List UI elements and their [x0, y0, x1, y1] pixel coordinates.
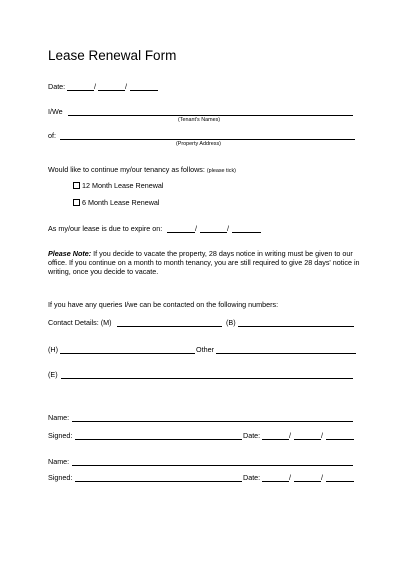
contact-business-field[interactable] — [238, 326, 354, 327]
expire-day-field[interactable] — [167, 232, 195, 233]
date-label: Date: — [48, 82, 66, 91]
contact-home-label: (H) — [48, 345, 58, 354]
signed-date-year-field-2[interactable] — [326, 481, 354, 482]
signed-date-separator: / — [321, 473, 323, 482]
please-note-text: If you decide to vacate the property, 28 days notice in writing must be given to our office. If you continue on a month to month tenancy, you are still required to give 28 days' notice in writing, once you decide to vacate. — [48, 249, 360, 276]
option-12-month-label: 12 Month Lease Renewal — [82, 181, 164, 190]
contact-email-field[interactable] — [61, 378, 353, 379]
signed-date-label-1: Date: — [243, 431, 261, 440]
signed-date-separator: / — [289, 473, 291, 482]
tenant-names-field[interactable] — [68, 115, 353, 116]
property-address-caption: (Property Address) — [176, 141, 221, 147]
signature-field-2[interactable] — [75, 481, 242, 482]
date-separator: / — [94, 82, 96, 91]
contact-business-label: (B) — [226, 318, 236, 327]
checkbox-12-month[interactable] — [73, 182, 80, 189]
expire-label: As my/our lease is due to expire on: — [48, 224, 163, 233]
expire-separator: / — [227, 224, 229, 233]
option-6-month-label: 6 Month Lease Renewal — [82, 198, 160, 207]
of-label: of: — [48, 131, 56, 140]
page-title: Lease Renewal Form — [48, 48, 177, 63]
contact-details-label: Contact Details: (M) — [48, 318, 112, 327]
signed-label-2: Signed: — [48, 473, 73, 482]
signature-field-1[interactable] — [75, 439, 242, 440]
contact-mobile-field[interactable] — [117, 326, 222, 327]
name-field-2[interactable] — [72, 465, 353, 466]
signed-date-separator: / — [321, 431, 323, 440]
signed-date-day-field-1[interactable] — [262, 439, 289, 440]
expire-month-field[interactable] — [200, 232, 227, 233]
date-separator: / — [125, 82, 127, 91]
signed-date-separator: / — [289, 431, 291, 440]
queries-text: If you have any queries I/we can be contacted on the following numbers: — [48, 300, 279, 309]
signed-date-month-field-1[interactable] — [294, 439, 321, 440]
name-label-1: Name: — [48, 413, 70, 422]
please-note-paragraph — [48, 249, 360, 276]
name-field-1[interactable] — [72, 421, 353, 422]
contact-other-field[interactable] — [216, 353, 356, 354]
property-address-field[interactable] — [60, 139, 355, 140]
signed-label-1: Signed: — [48, 431, 73, 440]
signed-date-year-field-1[interactable] — [326, 439, 354, 440]
checkbox-6-month[interactable] — [73, 199, 80, 206]
continue-tenancy-text: Would like to continue my/our tenancy as follows: (please tick) — [48, 165, 236, 174]
signed-date-label-2: Date: — [243, 473, 261, 482]
please-tick-hint: (please tick) — [206, 168, 236, 174]
name-label-2: Name: — [48, 457, 70, 466]
iwe-label: I/We — [48, 107, 63, 116]
signed-date-day-field-2[interactable] — [262, 481, 289, 482]
please-note-label: Please Note: — [48, 249, 92, 258]
signed-date-month-field-2[interactable] — [294, 481, 321, 482]
contact-home-field[interactable] — [60, 353, 195, 354]
expire-separator: / — [195, 224, 197, 233]
expire-year-field[interactable] — [232, 232, 261, 233]
date-year-field[interactable] — [130, 90, 158, 91]
tenants-names-caption: (Tenant's Names) — [178, 117, 221, 123]
contact-email-label: (E) — [48, 370, 58, 379]
contact-other-label: Other — [196, 345, 214, 354]
date-day-field[interactable] — [67, 90, 94, 91]
date-month-field[interactable] — [98, 90, 125, 91]
